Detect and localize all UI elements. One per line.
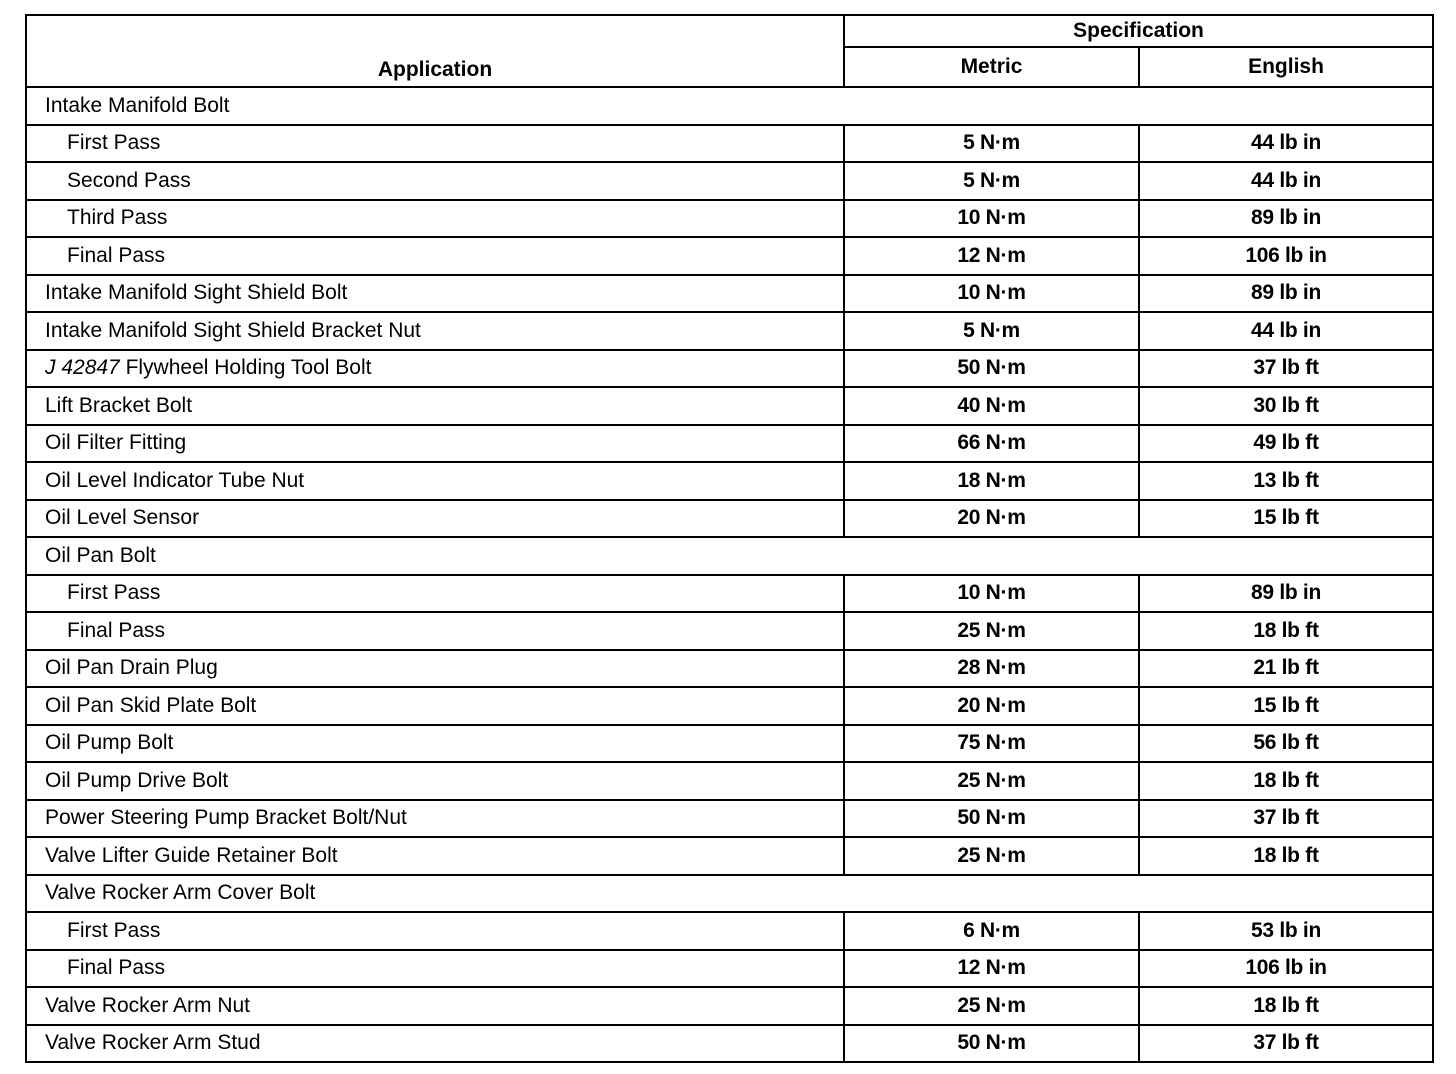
application-label: Oil Pump Bolt: [45, 731, 174, 755]
metric-value: 25 N·m: [844, 837, 1139, 875]
application-label: Valve Rocker Arm Stud: [45, 1031, 261, 1055]
english-value: 106 lb in: [1139, 237, 1433, 275]
table-row: [26, 1025, 1433, 1063]
english-value: 15 lb ft: [1139, 500, 1433, 538]
english-value: 89 lb in: [1139, 200, 1433, 238]
application-label: Intake Manifold Sight Shield Bolt: [45, 281, 348, 305]
table-row: [26, 350, 1433, 388]
metric-value: 5 N·m: [844, 162, 1139, 200]
metric-value: 10 N·m: [844, 575, 1139, 613]
table-body: [26, 87, 1433, 1062]
header-specification: Specification: [844, 15, 1433, 47]
metric-value: 12 N·m: [844, 237, 1139, 275]
table-row: [26, 687, 1433, 725]
english-value: 44 lb in: [1139, 125, 1433, 163]
application-cell: [26, 612, 844, 650]
english-value: 18 lb ft: [1139, 987, 1433, 1025]
table-row: [26, 425, 1433, 463]
table-row: [26, 800, 1433, 838]
table-row: [26, 162, 1433, 200]
table-row: [26, 575, 1433, 613]
table-row: [26, 312, 1433, 350]
header-application: Application: [26, 15, 844, 87]
english-value: 56 lb ft: [1139, 725, 1433, 763]
metric-value: 25 N·m: [844, 612, 1139, 650]
application-label: Oil Filter Fitting: [45, 431, 187, 455]
table-row: [26, 725, 1433, 763]
english-value: 37 lb ft: [1139, 800, 1433, 838]
section-label: Oil Pan Bolt: [26, 537, 1433, 575]
metric-value: 18 N·m: [844, 462, 1139, 500]
application-label: Second Pass: [67, 168, 191, 192]
table-row: [26, 650, 1433, 688]
table-row: [26, 837, 1433, 875]
metric-value: 25 N·m: [844, 762, 1139, 800]
application-cell: [26, 387, 844, 425]
application-cell: [26, 462, 844, 500]
application-label: Oil Level Sensor: [45, 506, 200, 530]
english-value: 30 lb ft: [1139, 387, 1433, 425]
table-row: [26, 275, 1433, 313]
english-value: 106 lb in: [1139, 950, 1433, 988]
metric-value: 50 N·m: [844, 800, 1139, 838]
application-label: Final Pass: [67, 618, 166, 642]
application-cell: [26, 312, 844, 350]
metric-value: 10 N·m: [844, 200, 1139, 238]
application-cell: [26, 200, 844, 238]
metric-value: 25 N·m: [844, 987, 1139, 1025]
english-value: 37 lb ft: [1139, 1025, 1433, 1063]
english-value: 21 lb ft: [1139, 650, 1433, 688]
table-row: [26, 912, 1433, 950]
english-value: 15 lb ft: [1139, 687, 1433, 725]
application-label: First Pass: [67, 581, 161, 605]
english-value: 44 lb in: [1139, 162, 1433, 200]
section-label: Valve Rocker Arm Cover Bolt: [26, 875, 1433, 913]
application-label: Valve Lifter Guide Retainer Bolt: [45, 843, 338, 867]
application-cell: [26, 425, 844, 463]
metric-value: 6 N·m: [844, 912, 1139, 950]
metric-value: 75 N·m: [844, 725, 1139, 763]
application-label: Lift Bracket Bolt: [45, 393, 193, 417]
application-label: Power Steering Pump Bracket Bolt/Nut: [45, 806, 407, 830]
english-value: 53 lb in: [1139, 912, 1433, 950]
application-cell: [26, 500, 844, 538]
application-cell: [26, 725, 844, 763]
application-cell: [26, 275, 844, 313]
application-cell: [26, 912, 844, 950]
section-label: Intake Manifold Bolt: [26, 87, 1433, 125]
application-label: First Pass: [67, 131, 161, 155]
application-label: Flywheel Holding Tool Bolt: [119, 356, 372, 380]
english-value: 18 lb ft: [1139, 612, 1433, 650]
application-cell: [26, 237, 844, 275]
table-row: [26, 387, 1433, 425]
application-label: First Pass: [67, 918, 161, 942]
application-label: Third Pass: [67, 206, 168, 230]
section-row: [26, 875, 1433, 913]
english-value: 18 lb ft: [1139, 837, 1433, 875]
application-label: Oil Pan Skid Plate Bolt: [45, 693, 257, 717]
application-cell: [26, 1025, 844, 1063]
table-row: [26, 612, 1433, 650]
application-label: Oil Pump Drive Bolt: [45, 768, 229, 792]
english-value: 44 lb in: [1139, 312, 1433, 350]
application-cell: [26, 837, 844, 875]
metric-value: 20 N·m: [844, 500, 1139, 538]
table-row: [26, 500, 1433, 538]
metric-value: 28 N·m: [844, 650, 1139, 688]
metric-value: 10 N·m: [844, 275, 1139, 313]
application-cell: [26, 575, 844, 613]
metric-value: 20 N·m: [844, 687, 1139, 725]
section-row: [26, 87, 1433, 125]
application-label: Oil Level Indicator Tube Nut: [45, 468, 305, 492]
table-row: [26, 200, 1433, 238]
application-cell: [26, 762, 844, 800]
application-cell: [26, 687, 844, 725]
table-row: [26, 462, 1433, 500]
torque-spec-table: [25, 14, 1434, 1063]
application-cell: [26, 950, 844, 988]
table-row: [26, 125, 1433, 163]
english-value: 13 lb ft: [1139, 462, 1433, 500]
application-label: Valve Rocker Arm Nut: [45, 993, 251, 1017]
application-label: Oil Pan Drain Plug: [45, 656, 218, 680]
english-value: 89 lb in: [1139, 575, 1433, 613]
application-cell: [26, 162, 844, 200]
metric-value: 50 N·m: [844, 350, 1139, 388]
application-label: Intake Manifold Sight Shield Bracket Nut: [45, 318, 421, 342]
table-row: [26, 950, 1433, 988]
english-value: 37 lb ft: [1139, 350, 1433, 388]
header-metric: Metric: [844, 47, 1139, 87]
application-cell: [26, 987, 844, 1025]
metric-value: 12 N·m: [844, 950, 1139, 988]
metric-value: 5 N·m: [844, 125, 1139, 163]
table-row: [26, 762, 1433, 800]
metric-value: 5 N·m: [844, 312, 1139, 350]
english-value: 49 lb ft: [1139, 425, 1433, 463]
table-row: [26, 237, 1433, 275]
application-cell: [26, 125, 844, 163]
english-value: 89 lb in: [1139, 275, 1433, 313]
metric-value: 50 N·m: [844, 1025, 1139, 1063]
table-row: [26, 987, 1433, 1025]
header-english: English: [1139, 47, 1433, 87]
application-cell: [26, 800, 844, 838]
metric-value: 40 N·m: [844, 387, 1139, 425]
application-label: Final Pass: [67, 956, 166, 980]
metric-value: 66 N·m: [844, 425, 1139, 463]
application-cell: [26, 350, 844, 388]
application-cell: [26, 650, 844, 688]
english-value: 18 lb ft: [1139, 762, 1433, 800]
tool-reference: J 42847: [45, 356, 120, 380]
section-row: [26, 537, 1433, 575]
application-label: Final Pass: [67, 243, 166, 267]
